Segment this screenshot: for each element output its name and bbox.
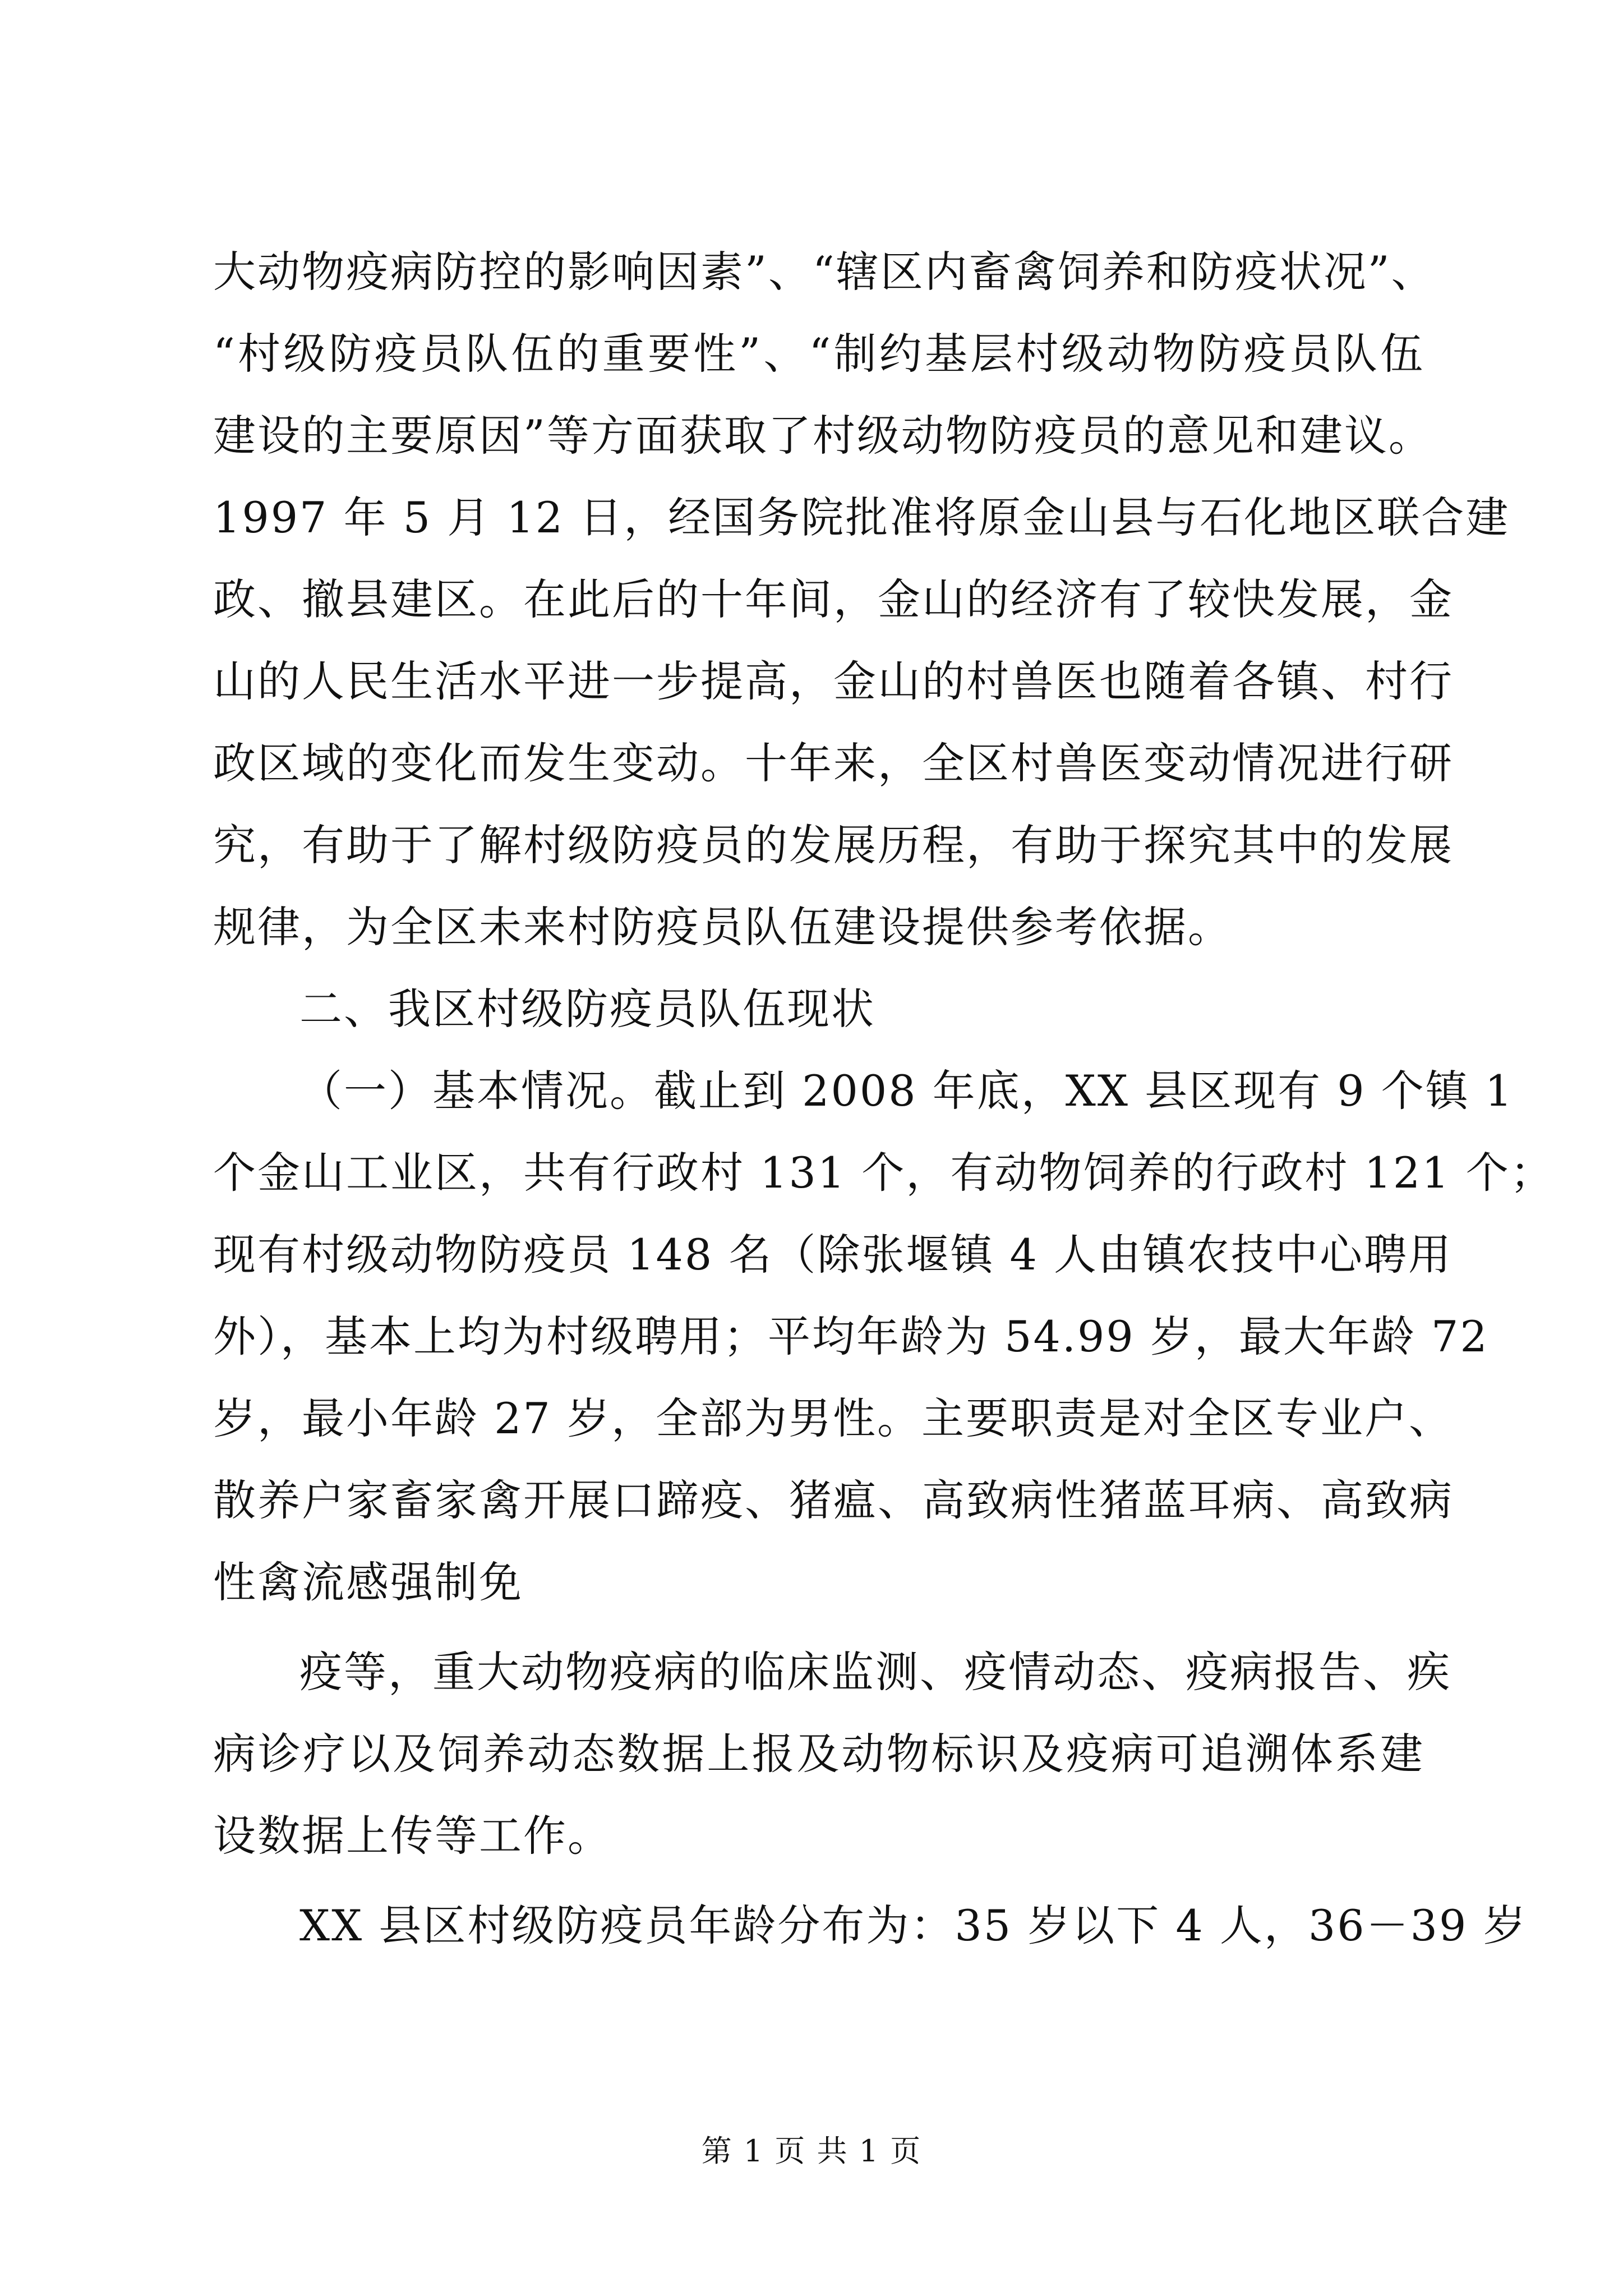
text-line: 病诊疗以及饲养动态数据上报及动物标识及疫病可追溯体系建 — [213, 1729, 1424, 1779]
text-line: 1997 年 5 月 12 日，经国务院批准将原金山县与石化地区联合建 — [213, 493, 1510, 542]
text-line: 疫等，重大动物疫病的临床监测、疫情动态、疫病报告、疾 — [299, 1647, 1451, 1697]
text-line: 个金山工业区，共有行政村 131 个，有动物饲养的行政村 121 个； — [213, 1148, 1555, 1198]
page-footer: 第 1 页 共 1 页 — [701, 2133, 922, 2169]
text-line: “村级防疫员队伍的重要性”、“制约基层村级动物防疫员队伍 — [213, 329, 1424, 379]
section-heading: 二、我区村级防疫员队伍现状 — [299, 984, 875, 1034]
text-line: 政区域的变化而发生变动。十年来，全区村兽医变动情况进行研 — [213, 738, 1454, 788]
text-line: 岁，最小年龄 27 岁，全部为男性。主要职责是对全区专业户、 — [213, 1393, 1454, 1443]
text-line: 政、撤县建区。在此后的十年间，金山的经济有了较快发展，金 — [213, 574, 1454, 624]
text-line: 山的人民生活水平进一步提高，金山的村兽医也随着各镇、村行 — [213, 656, 1454, 706]
text-line: XX 县区村级防疫员年龄分布为：35 岁以下 4 人，36－39 岁 — [299, 1901, 1528, 1950]
text-line: 规律，为全区未来村防疫员队伍建设提供参考依据。 — [213, 902, 1232, 952]
body-text — [213, 231, 1555, 1967]
text-line: 设数据上传等工作。 — [213, 1811, 612, 1861]
text-line: 大动物疫病防控的影响因素”、“辖区内畜禽饲养和防疫状况”、 — [213, 247, 1436, 297]
text-line: 究，有助于了解村级防疫员的发展历程，有助于探究其中的发展 — [213, 820, 1454, 870]
text-line: 现有村级动物防疫员 148 名（除张堰镇 4 人由镇农技中心聘用 — [213, 1230, 1453, 1280]
text-line: 外），基本上均为村级聘用；平均年龄为 54.99 岁，最大年龄 72 — [213, 1312, 1489, 1361]
text-line: 散养户家畜家禽开展口蹄疫、猪瘟、高致病性猪蓝耳病、高致病 — [213, 1475, 1454, 1525]
text-line: （一）基本情况。截止到 2008 年底，XX 县区现有 9 个镇 1 — [299, 1066, 1514, 1116]
text-line: 性禽流感强制免 — [213, 1557, 523, 1607]
text-line: 建设的主要原因”等方面获取了村级动物防疫员的意见和建议。 — [213, 411, 1433, 461]
